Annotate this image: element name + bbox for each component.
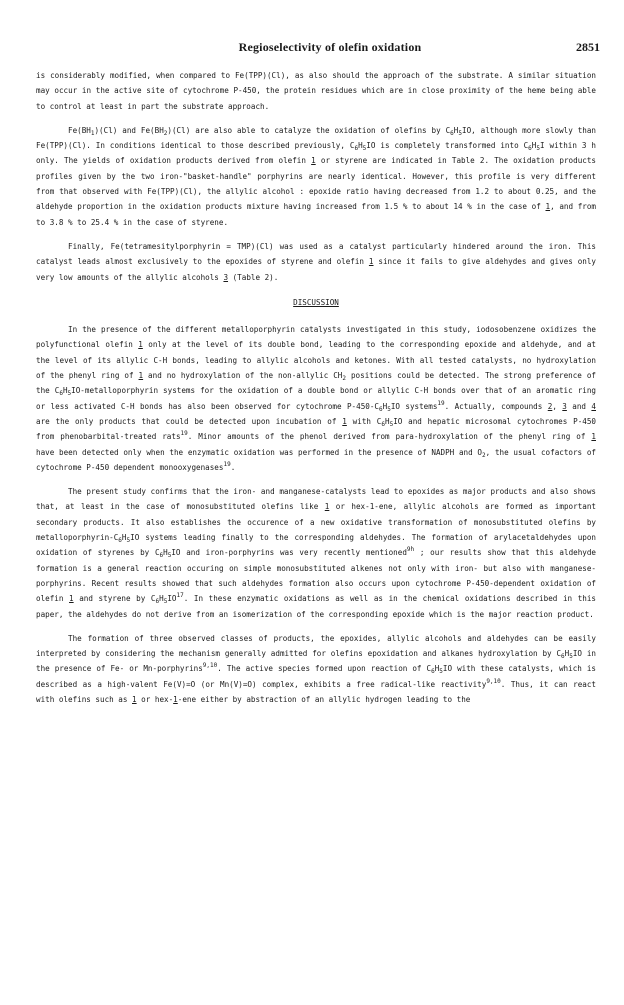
article-body bbox=[36, 68, 596, 716]
paragraph: The formation of three observed classes of products, the epoxides, allylic alcohols and aldehydes can be easily interpreted by considering the mechanism generally admitted for olefins epoxidation and alkanes hydroxylation by $C_6H_5IO$ in the presence of Fe- or Mn-porphyrins$^{9,10}$. The active species formed upon reaction of $C_6H_5IO$ with these catalysts, which is described as a high-valent Fe(V)=O (or Mn(V)=O) complex, exhibits a free radical-like reactivity$^{9,10}$. Thus, it can react with olefins such as 1 or hex-1-ene either by abstraction of an allylic hydrogen leading to the bbox=[36, 633, 597, 704]
paragraph: The present study confirms that the iron- and manganese-catalysts lead to epoxides as major products and also shows that, at least in the case of monosubstituted olefins like 1 or hex-1-ene, allylic alcohols are formed as important secondary products. It also establishes the occurence of a new oxidative transformation of monosubstituted olefins by metalloporphyrin-$C_6H_5IO$ systems leading finally to the corresponding aldehydes. The formation of arylacetaldehydes upon oxidation of styrenes by $C_6H_5IO$ and iron-porphyrins was very recently mentioned$^{9h}$ ; our results show that this aldehyde formation is a general reaction occuring on simple monosubstituted alkenes not only with iron- but also with manganese-porphyrins. Recent results showed that such aldehydes formation also occurs upon cytochrome P-450-dependent oxidation of olefin 1 and styrene by $C_6H_5IO^{17}$. In these enzymatic oxidations as well as in the chemical oxidations described in this paper, the aldehydes do not derive from an isomerization of the corresponding epoxide which is the major reaction product. bbox=[36, 487, 596, 619]
paragraph: Finally, Fe(tetramesitylporphyrin = TMP)(Cl) was used as a catalyst particularly hindered around the iron. This catalyst leads almost exclusively to the epoxides of styrene and olefin 1 since it fails to give aldehydes and gives only very low amounts of the allylic alcohols 3 (Table 2). bbox=[36, 241, 597, 282]
section-heading: DISCUSSION bbox=[293, 297, 339, 307]
page-number: 2851 bbox=[576, 40, 600, 54]
running-title: Regioselectivity of olefin oxidation bbox=[238, 40, 422, 54]
paragraph: $Fe(BH_1)(Cl)$ and $Fe(BH_2)(Cl)$ are also able to catalyze the oxidation of olefins by $C_6H_5IO$, although more slowly than Fe(TPP)(Cl). In conditions identical to those described previously, $C_6H_5IO$ is completely transformed into $C_6H_5I$ within 3 h only. The yields of oxidation products derived from olefin 1 or styrene are indicated in Table 2. The oxidation products profiles given by the two iron-"basket-handle" porphyrins are nearly identical. However, this profile is very different from that observed with Fe(TPP)(Cl), the allylic alcohol : epoxide ratio having decreased from 1.2 to about 0.25, and the aldehyde proportion in the oxidation products mixture having increased from 1.5 % to about 14 % in the case of 1, and from to 3.8 % to 25.4 % in the case of styrene. bbox=[36, 125, 596, 227]
page-header bbox=[60, 40, 600, 56]
paragraph: In the presence of the different metalloporphyrin catalysts investigated in this study, iodosobenzene oxidizes the polyfunctional olefin 1 only at the level of its double bond, leading to the corresponding epoxide and aldehyde, and at the level of its allylic C-H bonds, leading to allylic alcohols and ketones. With all tested catalysts, no hydroxylation of the phenyl ring of 1 and no hydroxylation of the non-allylic $CH_2$ positions could be detected. The strong preference of the $C_6H_5IO$-metalloporphyrin systems for the oxidation of a double bond or allylic C-H bonds over that of an aromatic ring or less activated C-H bonds has also been observed for cytochrome $P-450-C_6H_5IO$ systems$^{19}$. Actually, compounds 2, 3 and 4 are the only products that could be detected upon incubation of 1 with $C_6H_5IO$ and hepatic microsomal cytochromes P-450 from phenobarbital-treated rats$^{19}$. Minor amounts of the phenol derived from para-hydroxylation of the phenyl ring of 1 have been detected only when the enzymatic oxidation was performed in the presence of NADPH and $O_2$, the usual cofactors of cytochrome P-450 dependent monooxygenases$^{19}$. bbox=[36, 325, 597, 472]
paragraph: is considerably modified, when compared to Fe(TPP)(Cl), as also should the approach of the substrate. A similar situation may occur in the active site of cytochrome P-450, the protein residues which are in close proximity of the heme being able to control at least in part the substrate approach. bbox=[36, 71, 596, 111]
